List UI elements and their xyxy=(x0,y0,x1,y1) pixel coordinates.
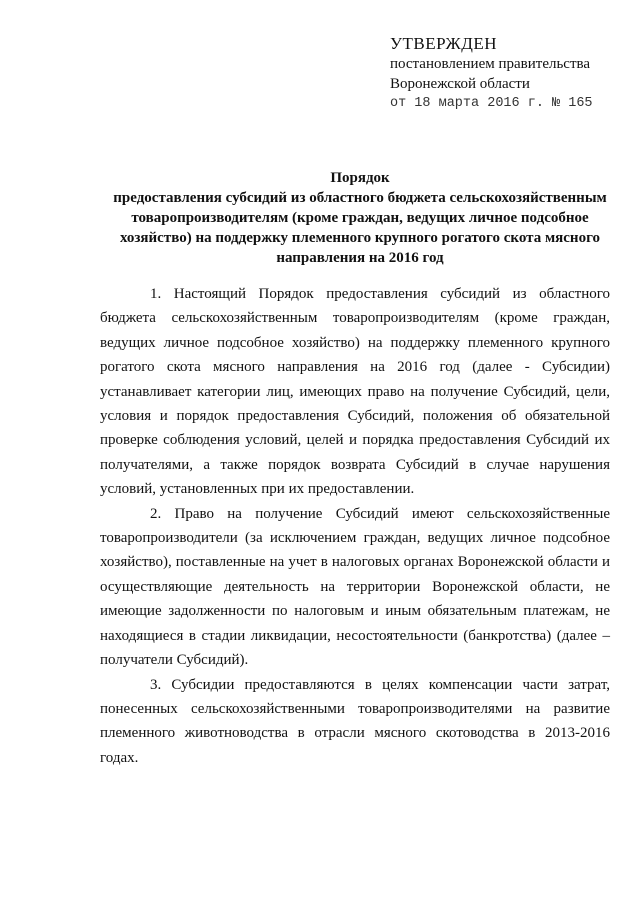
heading-subtitle: предоставления субсидий из областного бюджета сельскохозяйственным товаропроизводителям (кроме граждан, ведущих личное подсобное хозяйство) на поддержку племенного крупного рогатого скота мясного направления на 2016 год xyxy=(113,190,607,266)
approval-authority: постановлением правительства xyxy=(390,56,591,72)
approval-region: Воронежской области xyxy=(390,76,530,92)
approval-block xyxy=(390,34,630,114)
approval-date-stamp: от 18 марта 2016 г. № 165 xyxy=(390,96,593,111)
paragraph-3: 3. Субсидии предоставляются в целях компенсации части затрат, понесенных сельскохозяйственными товаропроизводителями на развитие племенного животноводства в отрасли мясного скотоводства в 2013-2016 годах. xyxy=(100,676,610,766)
approval-title: УТВЕРЖДЕН xyxy=(390,34,497,53)
paragraph-2: 2. Право на получение Субсидий имеют сельскохозяйственные товаропроизводители (за исключением граждан, ведущих личное подсобное хозяйство), поставленные на учет в налоговых органах Воронежской области и осуществляющие деятельность на территории Воронежской области, не имеющие задолженности по налоговым и иным обязательным платежам, не находящиеся в стадии ликвидации, несостоятельности (банкротства) (далее – получатели Субсидий). xyxy=(100,505,610,669)
document-body xyxy=(100,282,610,770)
paragraph-1: 1. Настоящий Порядок предоставления субсидий из областного бюджета сельскохозяйственным товаропроизводителям (кроме граждан, ведущих личное подсобное хозяйство) на поддержку племенного крупного рогатого скота мясного направления на 2016 год (далее - Субсидии) устанавливает категории лиц, имеющих право на получение Субсидий, цели, условия и порядок предоставления Субсидий, положения об обязательной проверке соблюдения условий, целей и порядка предоставления Субсидий их получателями, а также порядок возврата Субсидий в случае нарушения условий, установленных при их предоставлении. xyxy=(100,286,610,498)
heading-title: Порядок xyxy=(330,170,390,186)
document-heading xyxy=(100,168,620,268)
